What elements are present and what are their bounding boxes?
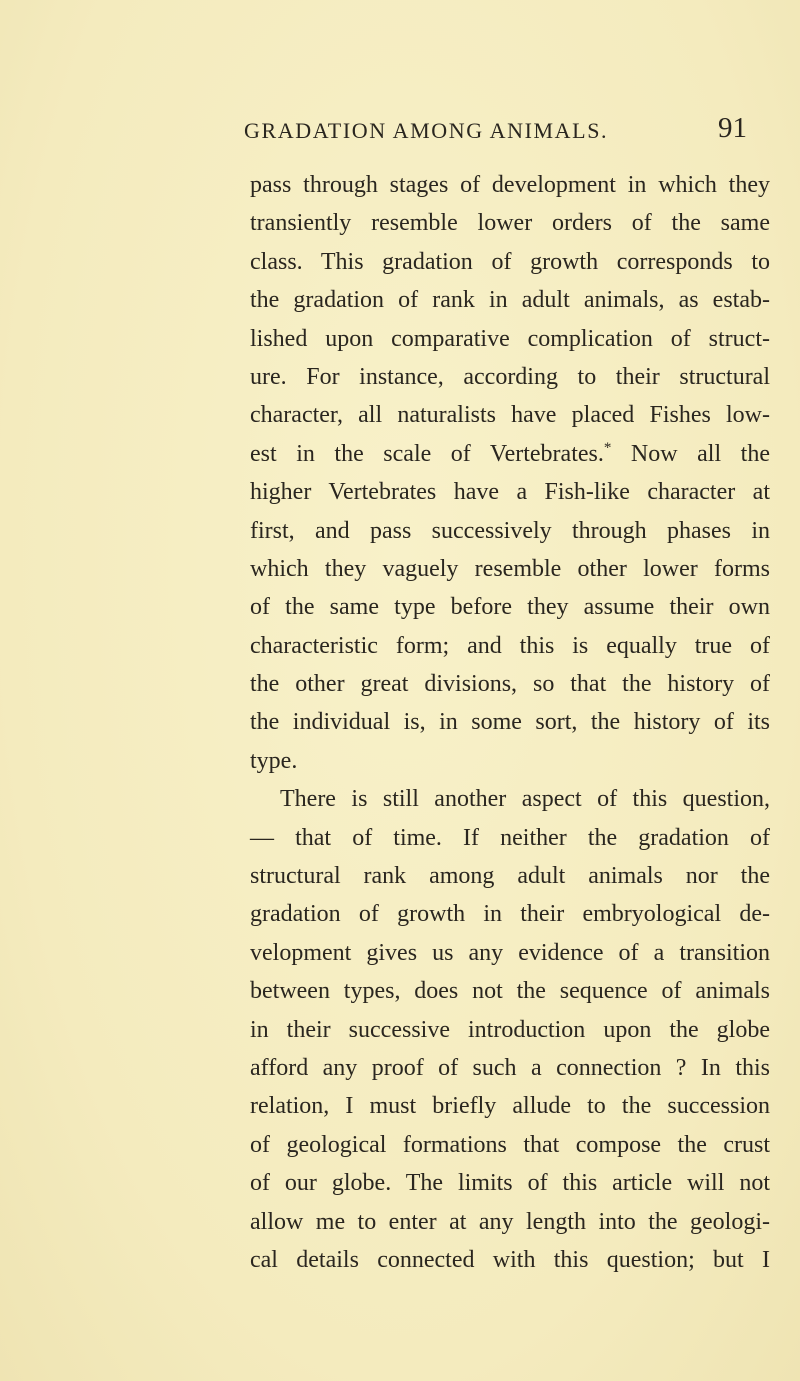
text-line: the individual is, in some sort, the history of its (250, 709, 770, 736)
running-title: GRADATION AMONG ANIMALS. (244, 118, 609, 143)
text-line: velopment gives us any evidence of a transition (250, 939, 770, 966)
text-line-paragraph-end: type. (250, 747, 298, 774)
footnote-mark: * (603, 439, 612, 456)
text-line: the other great divisions, so that the history of (250, 671, 770, 698)
text-line: allow me to enter at any length into the geologi- (250, 1208, 770, 1235)
text-line: of our globe. The limits of this article will not (250, 1170, 770, 1197)
text-line-with-footnote (250, 435, 770, 473)
text-line: characteristic form; and this is equally true of (250, 632, 770, 659)
text-line: cal details connected with this question; but I (250, 1246, 770, 1273)
text-line: character, all naturalists have placed Fishes low- (250, 402, 770, 429)
text-line-paragraph-start: There is still another aspect of this question, (280, 786, 770, 813)
text-line: first, and pass successively through phases in (250, 517, 770, 544)
text-line: lished upon comparative complication of struct- (250, 325, 770, 352)
running-head (0, 112, 800, 152)
body-text (250, 166, 770, 1279)
text-line: the gradation of rank in adult animals, as estab- (250, 287, 770, 314)
text-line: in their successive introduction upon the globe (250, 1016, 770, 1043)
text-line: gradation of growth in their embryological de- (250, 901, 770, 928)
text-line: of geological formations that compose the crust (250, 1131, 770, 1158)
text-line: ure. For instance, according to their structural (250, 363, 770, 390)
text-line: class. This gradation of growth corresponds to (250, 248, 770, 275)
page-number: 91 (718, 112, 747, 144)
text-segment: Now all the (611, 440, 770, 467)
text-line: structural rank among adult animals nor the (250, 863, 770, 890)
text-segment: est in the scale of Vertebrates. (250, 440, 604, 467)
text-line: relation, I must briefly allude to the succession (250, 1093, 770, 1120)
text-line: pass through stages of development in which they (250, 172, 770, 198)
text-line: of the same type before they assume their own (250, 594, 770, 621)
text-line: afford any proof of such a connection ? In this (250, 1054, 770, 1081)
text-line: — that of time. If neither the gradation of (250, 824, 770, 851)
text-line: which they vaguely resemble other lower forms (250, 555, 770, 582)
text-line: between types, does not the sequence of animals (250, 978, 770, 1005)
text-line: higher Vertebrates have a Fish-like character at (250, 479, 770, 506)
text-line: transiently resemble lower orders of the same (250, 210, 770, 237)
